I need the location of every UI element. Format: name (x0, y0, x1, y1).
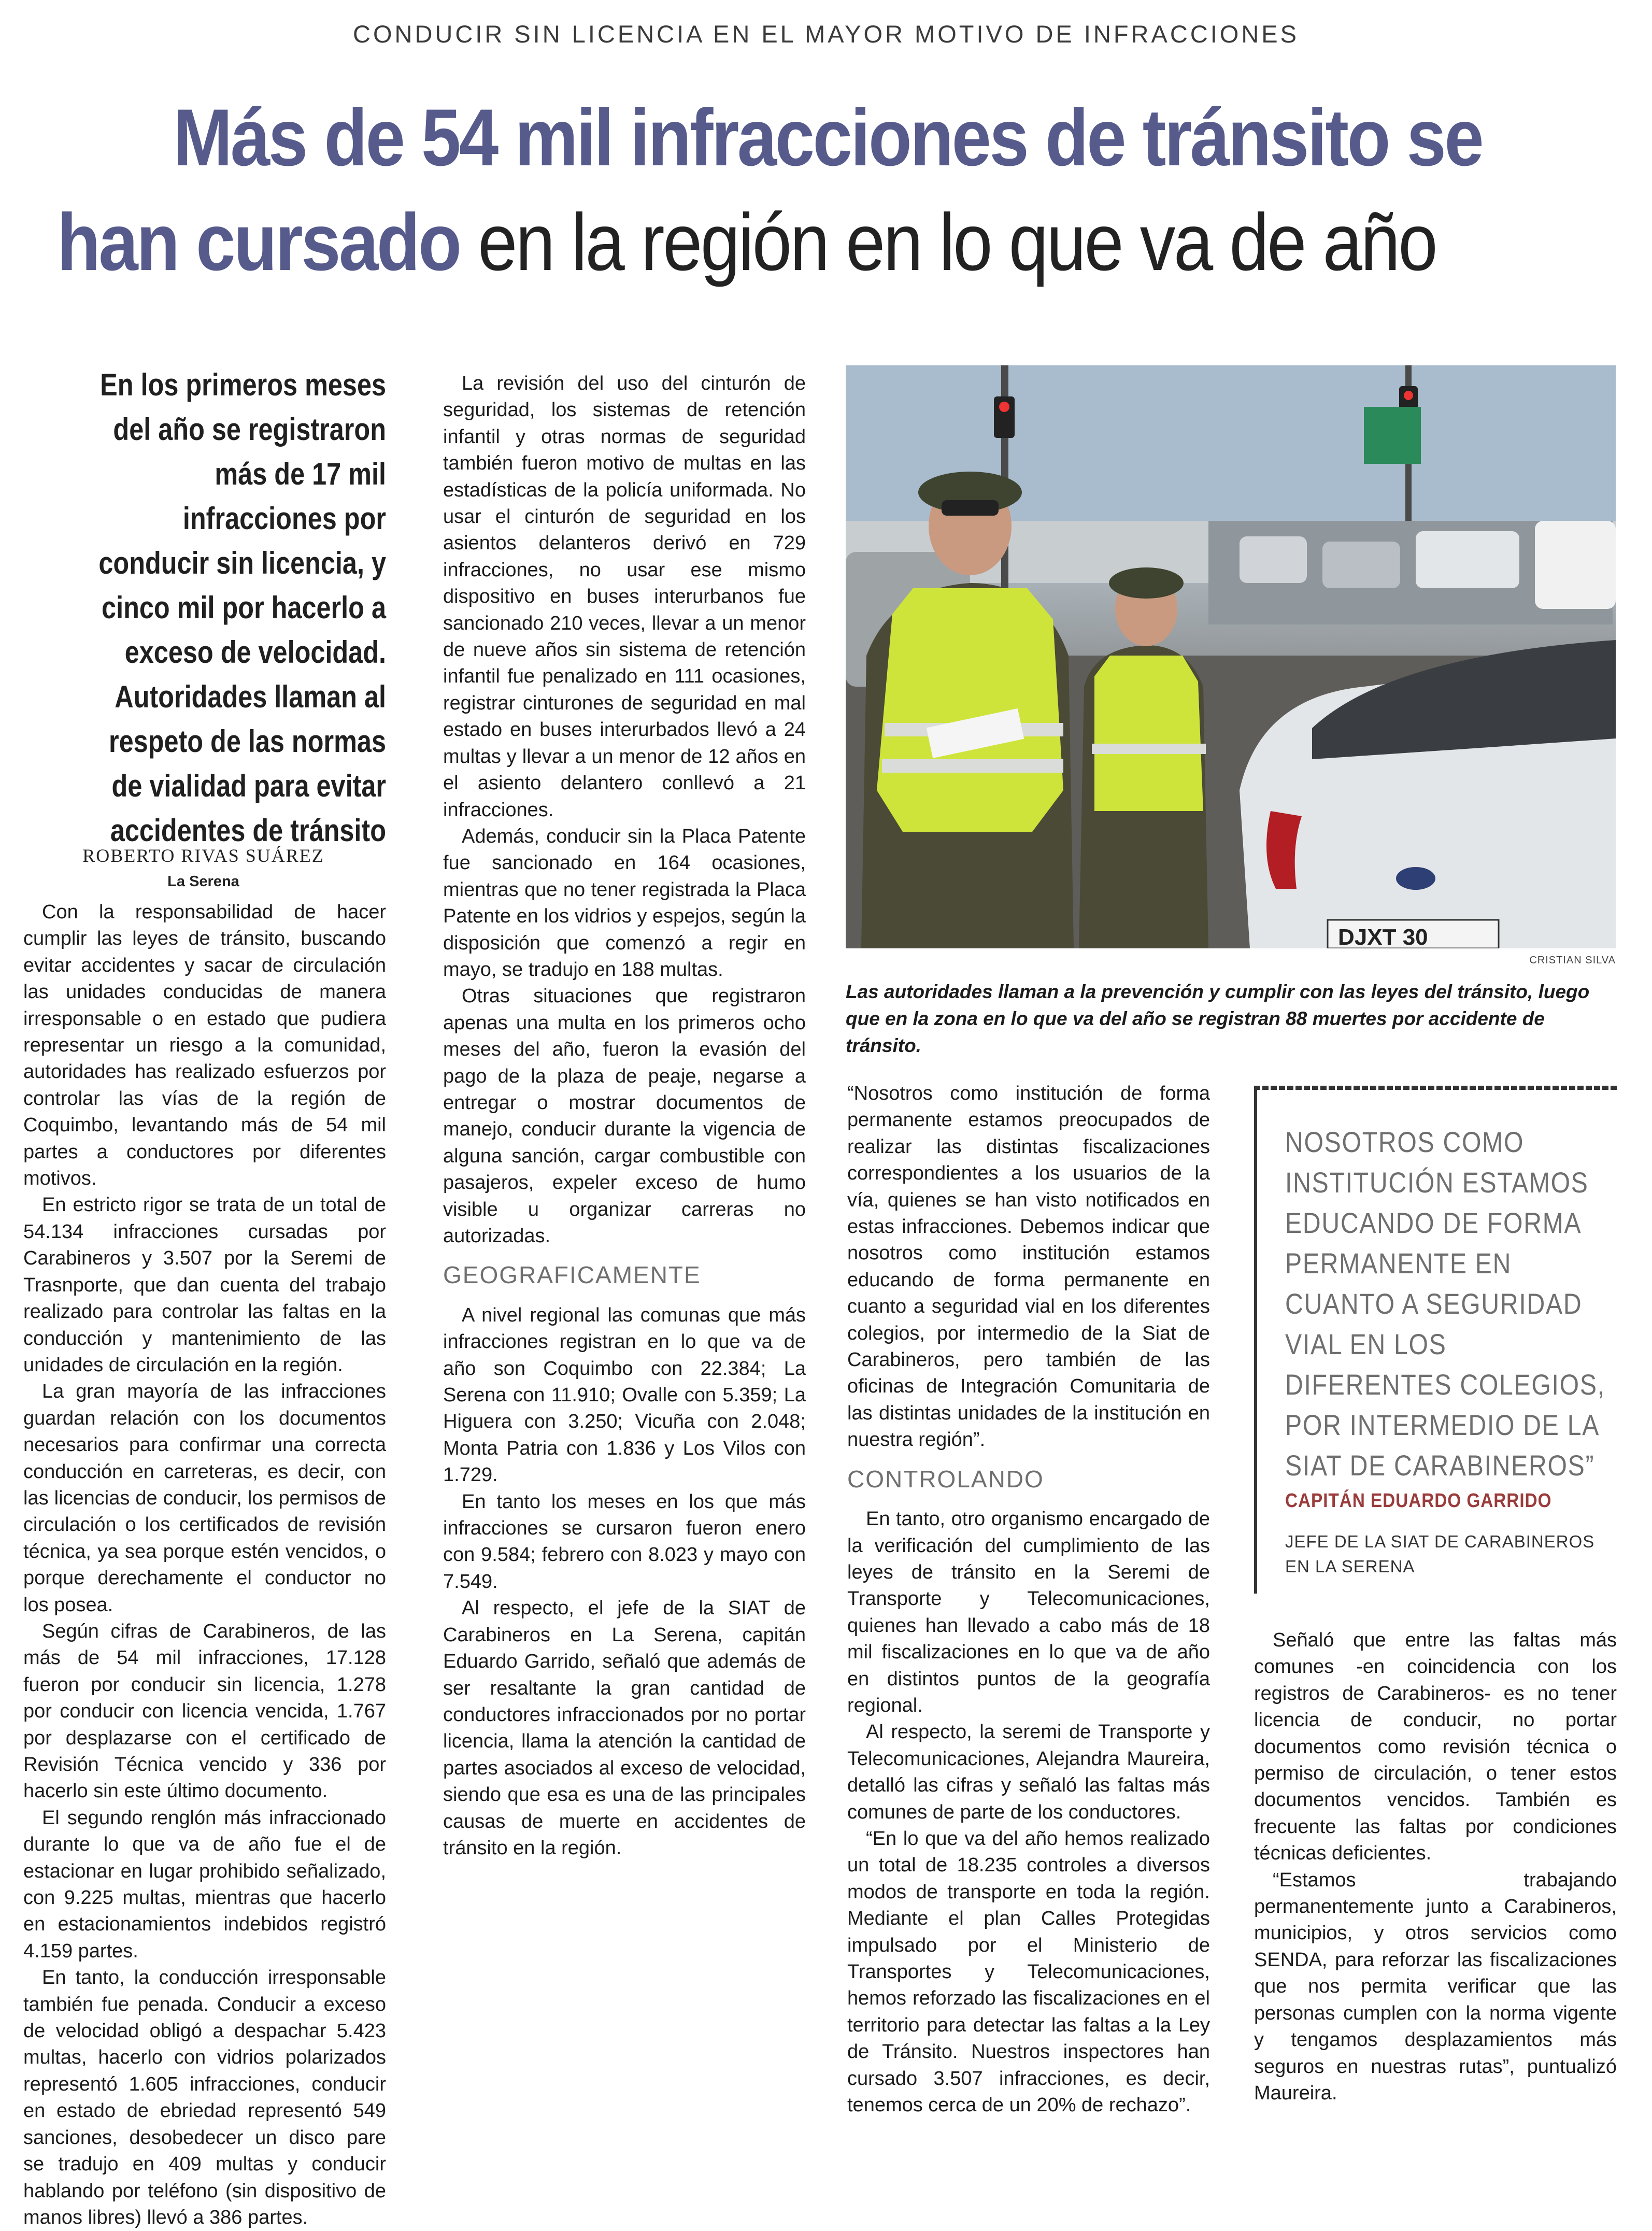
paragraph: Señaló que entre las faltas más comunes -en coincidencia con los registros de Carabineros- es no tener licencia de conducir, no portar documentos como revisión técnica o permiso de circulación, o tener estos documentos vencidos. También es frecuente las faltas por condiciones técnicas deficientes. (1254, 1629, 1617, 1865)
paragraph: Según cifras de Carabineros, de las más de 54 mil infracciones, 17.128 fueron por conducir sin licencia, 1.278 por conducir con licencia vencida, 1.767 por desplazarse con el certificado de Revisión Técnica vencido y 336 por hacerlo sin este último documento. (23, 1620, 386, 1802)
paragraph: A nivel regional las comunas que más infracciones registran en lo que va de año son Coquimbo con 22.384; La Serena con 11.910; Ovalle con 5.359; La Higuera con 3.250; Vicuña con 2.048; Monta Patria con 1.836 y Los Vilos con 1.729. (443, 1304, 806, 1486)
kicker: CONDUCIR SIN LICENCIA EN EL MAYOR MOTIVO DE INFRACCIONES (353, 20, 1299, 48)
column-3 (847, 1081, 1210, 2119)
pull-quote (1254, 1086, 1617, 1594)
subheading-geograficamente: GEOGRAFICAMENTE (443, 1261, 701, 1289)
license-plate: DJXT 30 (1338, 925, 1428, 948)
headline-line-1: Más de 54 mil infracciones de tránsito se (173, 93, 1483, 183)
column-2 (443, 371, 806, 1861)
paragraph: En tanto, otro organismo encargado de la verificación del cumplimiento de las leyes de tránsito en la Seremi de Transporte y Telecomunicaciones, quienes han llevado a cabo más de 18 mil fiscalizaciones en lo que va de año en distintos puntos de la geografía regional. (847, 1508, 1210, 1716)
paragraph: La revisión del uso del cinturón de seguridad, los sistemas de retención infantil y otras normas de seguridad también fueron motivo de multas en las estadísticas de la policía uniformada. No usar el cinturón de seguridad en los asientos delanteros derivó en 729 infracciones, no usar ese mismo dispositivo en buses interurbanos fue sancionado 210 veces, llevar a un menor de nueve años sin sistema de retención infantil fue penalizado en 111 ocasiones, registrar cinturones de seguridad en mal estado en buses interurbados llevó a 24 multas y llevar a un menor de 12 años en el asiento delantero conllevó a 21 infracciones. (443, 373, 806, 821)
pull-quote-rule (1254, 1086, 1617, 1090)
paragraph: Con la responsabilidad de hacer cumplir las leyes de tránsito, buscando evitar accidentes y sacar de circulación las unidades conducidas de manera irresponsable o en estado que pudiera representar un riesgo a la comunidad, autoridades has realizado esfuerzos por controlar las vías de la región de Coquimbo, levantando más de 54 mil partes a conductores por diferentes motivos. (23, 901, 386, 1190)
news-photo (846, 365, 1616, 948)
column-4 (1254, 1627, 1617, 2107)
paragraph: Otras situaciones que registraron apenas una multa en los primeros ocho meses del año, fueron la evasión del pago de la plaza de peaje, negarse a entregar o mostrar documentos de manejo, conducir durante la vigencia de alguna sanción, cargar combustible con pasajeros, expeler exceso de humo visible u organizar carreras no autorizadas. (443, 985, 806, 1247)
paragraph: “Nosotros como institución de forma permanente estamos preocupados de realizar las distintas fiscalizaciones correspondientes a los usuarios de la vía, quienes se han visto notificados en estas infracciones. Debemos indicar que nosotros como institución estamos educando de forma permanente en cuanto a seguridad vial en los diferentes colegios, por intermedio de la Siat de Carabineros, pero también de las oficinas de Integración Comunitaria de las distintas unidades de la institución en nuestra región”. (847, 1083, 1210, 1451)
paragraph: Al respecto, el jefe de la SIAT de Carabineros en La Serena, capitán Eduardo Garrido, señaló que además de ser resaltante la gran cantidad de conductores infraccionados por no portar licencia, llama la atención la cantidad de partes asociados al exceso de velocidad, siendo que esa es una de las principales causas de muerte en accidentes de tránsito en la región. (443, 1597, 806, 1859)
photo-caption: Las autoridades llaman a la prevención y cumplir con las leyes del tránsito, luego que en la zona en lo que va del año se registran 88 muertes por accidente de tránsito. (846, 981, 1590, 1056)
byline-place: La Serena (167, 873, 239, 890)
photo-credit: CRISTIAN SILVA (1529, 955, 1616, 966)
pull-quote-text: NOSOTROS COMO INSTITUCIÓN ESTAMOS EDUCANDO DE FORMA PERMANENTE EN CUANTO A SEGURIDAD VIAL EN LOS DIFERENTES COLEGIOS, POR INTERMEDIO DE LA SIAT DE CARABINEROS” (1285, 1126, 1605, 1482)
photo-illustration (846, 365, 1616, 948)
column-1 (23, 899, 386, 2231)
paragraph: “En lo que va del año hemos realizado un total de 18.235 controles a diversos modos de transporte en toda la región. Mediante el plan Calles Protegidas impulsado por el Ministerio de Transportes y Telecomunicaciones, hemos reforzado las fiscalizaciones en el territorio para detectar las faltas a la Ley de Tránsito. Nuestros inspectores han cursado 3.507 infracciones, es decir, tenemos cerca de un 20% de rechazo”. (847, 1827, 1210, 2116)
paragraph: La gran mayoría de las infracciones guardan relación con los documentos necesarios para confirmar una correcta conducción en carreteras, es decir, con las licencias de conducir, los permisos de circulación o los certificados de revisión técnica, ya sea porque estén vencidos, o porque derechamente el conductor no los posea. (23, 1381, 386, 1616)
pull-quote-name: CAPITÁN EDUARDO GARRIDO (1285, 1490, 1552, 1512)
pull-quote-role: JEFE DE LA SIAT DE CARABINEROS EN LA SERENA (1285, 1532, 1595, 1576)
paragraph: Además, conducir sin la Placa Patente fue sancionado en 164 ocasiones, mientras que no tener registrada la Placa Patente en los vidrios y espejos, según la disposición que comenzó a regir en mayo, se tradujo en 188 multas. (443, 825, 806, 980)
paragraph: “Estamos trabajando permanentemente junto a Carabineros, municipios, y otros servicios como SENDA, para reforzar las fiscalizaciones que nos permita verificar que las personas cumplen con la norma vigente y tengamos desplazamientos más seguros en nuestras rutas”, puntualizó Maureira. (1254, 1869, 1617, 2104)
paragraph: Al respecto, la seremi de Transporte y Telecomunicaciones, Alejandra Maureira, detalló las cifras y señaló las faltas más comunes de parte de los conductores. (847, 1721, 1210, 1823)
paragraph: En estricto rigor se trata de un total de 54.134 infracciones cursadas por Carabineros y 3.507 por la Seremi de Trasnporte, que dan cuenta del trabajo realizado para controlar las faltas en la conducción y mantenimiento de las unidades de circulación en la región. (23, 1194, 386, 1376)
headline-line-2-regular: en la región en lo que va de año (460, 197, 1436, 288)
pull-quote-border (1254, 1086, 1257, 1594)
paragraph: En tanto, la conducción irresponsable también fue penada. Conducir a exceso de velocidad obligó a despachar 5.423 multas, hacerlo con vidrios polarizados representó 1.605 infracciones, conducir en estado de ebriedad representó 549 sanciones, desobedecer un disco pare se tradujo en 409 multas y conducir hablando por teléfono (sin dispositivo de manos libres) llevó a 386 partes. (23, 1967, 386, 2228)
subheading-controlando: CONTROLANDO (847, 1465, 1044, 1493)
headline (57, 86, 1483, 295)
paragraph: El segundo renglón más infraccionado durante lo que va de año fue el de estacionar en lugar prohibido señalizado, con 9.225 multas, mientras que hacerlo en estacionamientos indebidos registró 4.159 partes. (23, 1807, 386, 1962)
headline-line-2-bold: han cursado (57, 197, 460, 288)
byline-author: ROBERTO RIVAS SUÁREZ (82, 845, 324, 866)
paragraph: En tanto los meses en los que más infracciones se cursaron fueron enero con 9.584; febrero con 8.023 y mayo con 7.549. (443, 1490, 806, 1593)
lede: En los primeros meses del año se registraron más de 17 mil infracciones por conducir sin licencia, y cinco mil por hacerlo a exceso de velocidad. Autoridades llaman al respeto de las normas de vialidad para evitar accidentes de tránsito (98, 367, 387, 848)
